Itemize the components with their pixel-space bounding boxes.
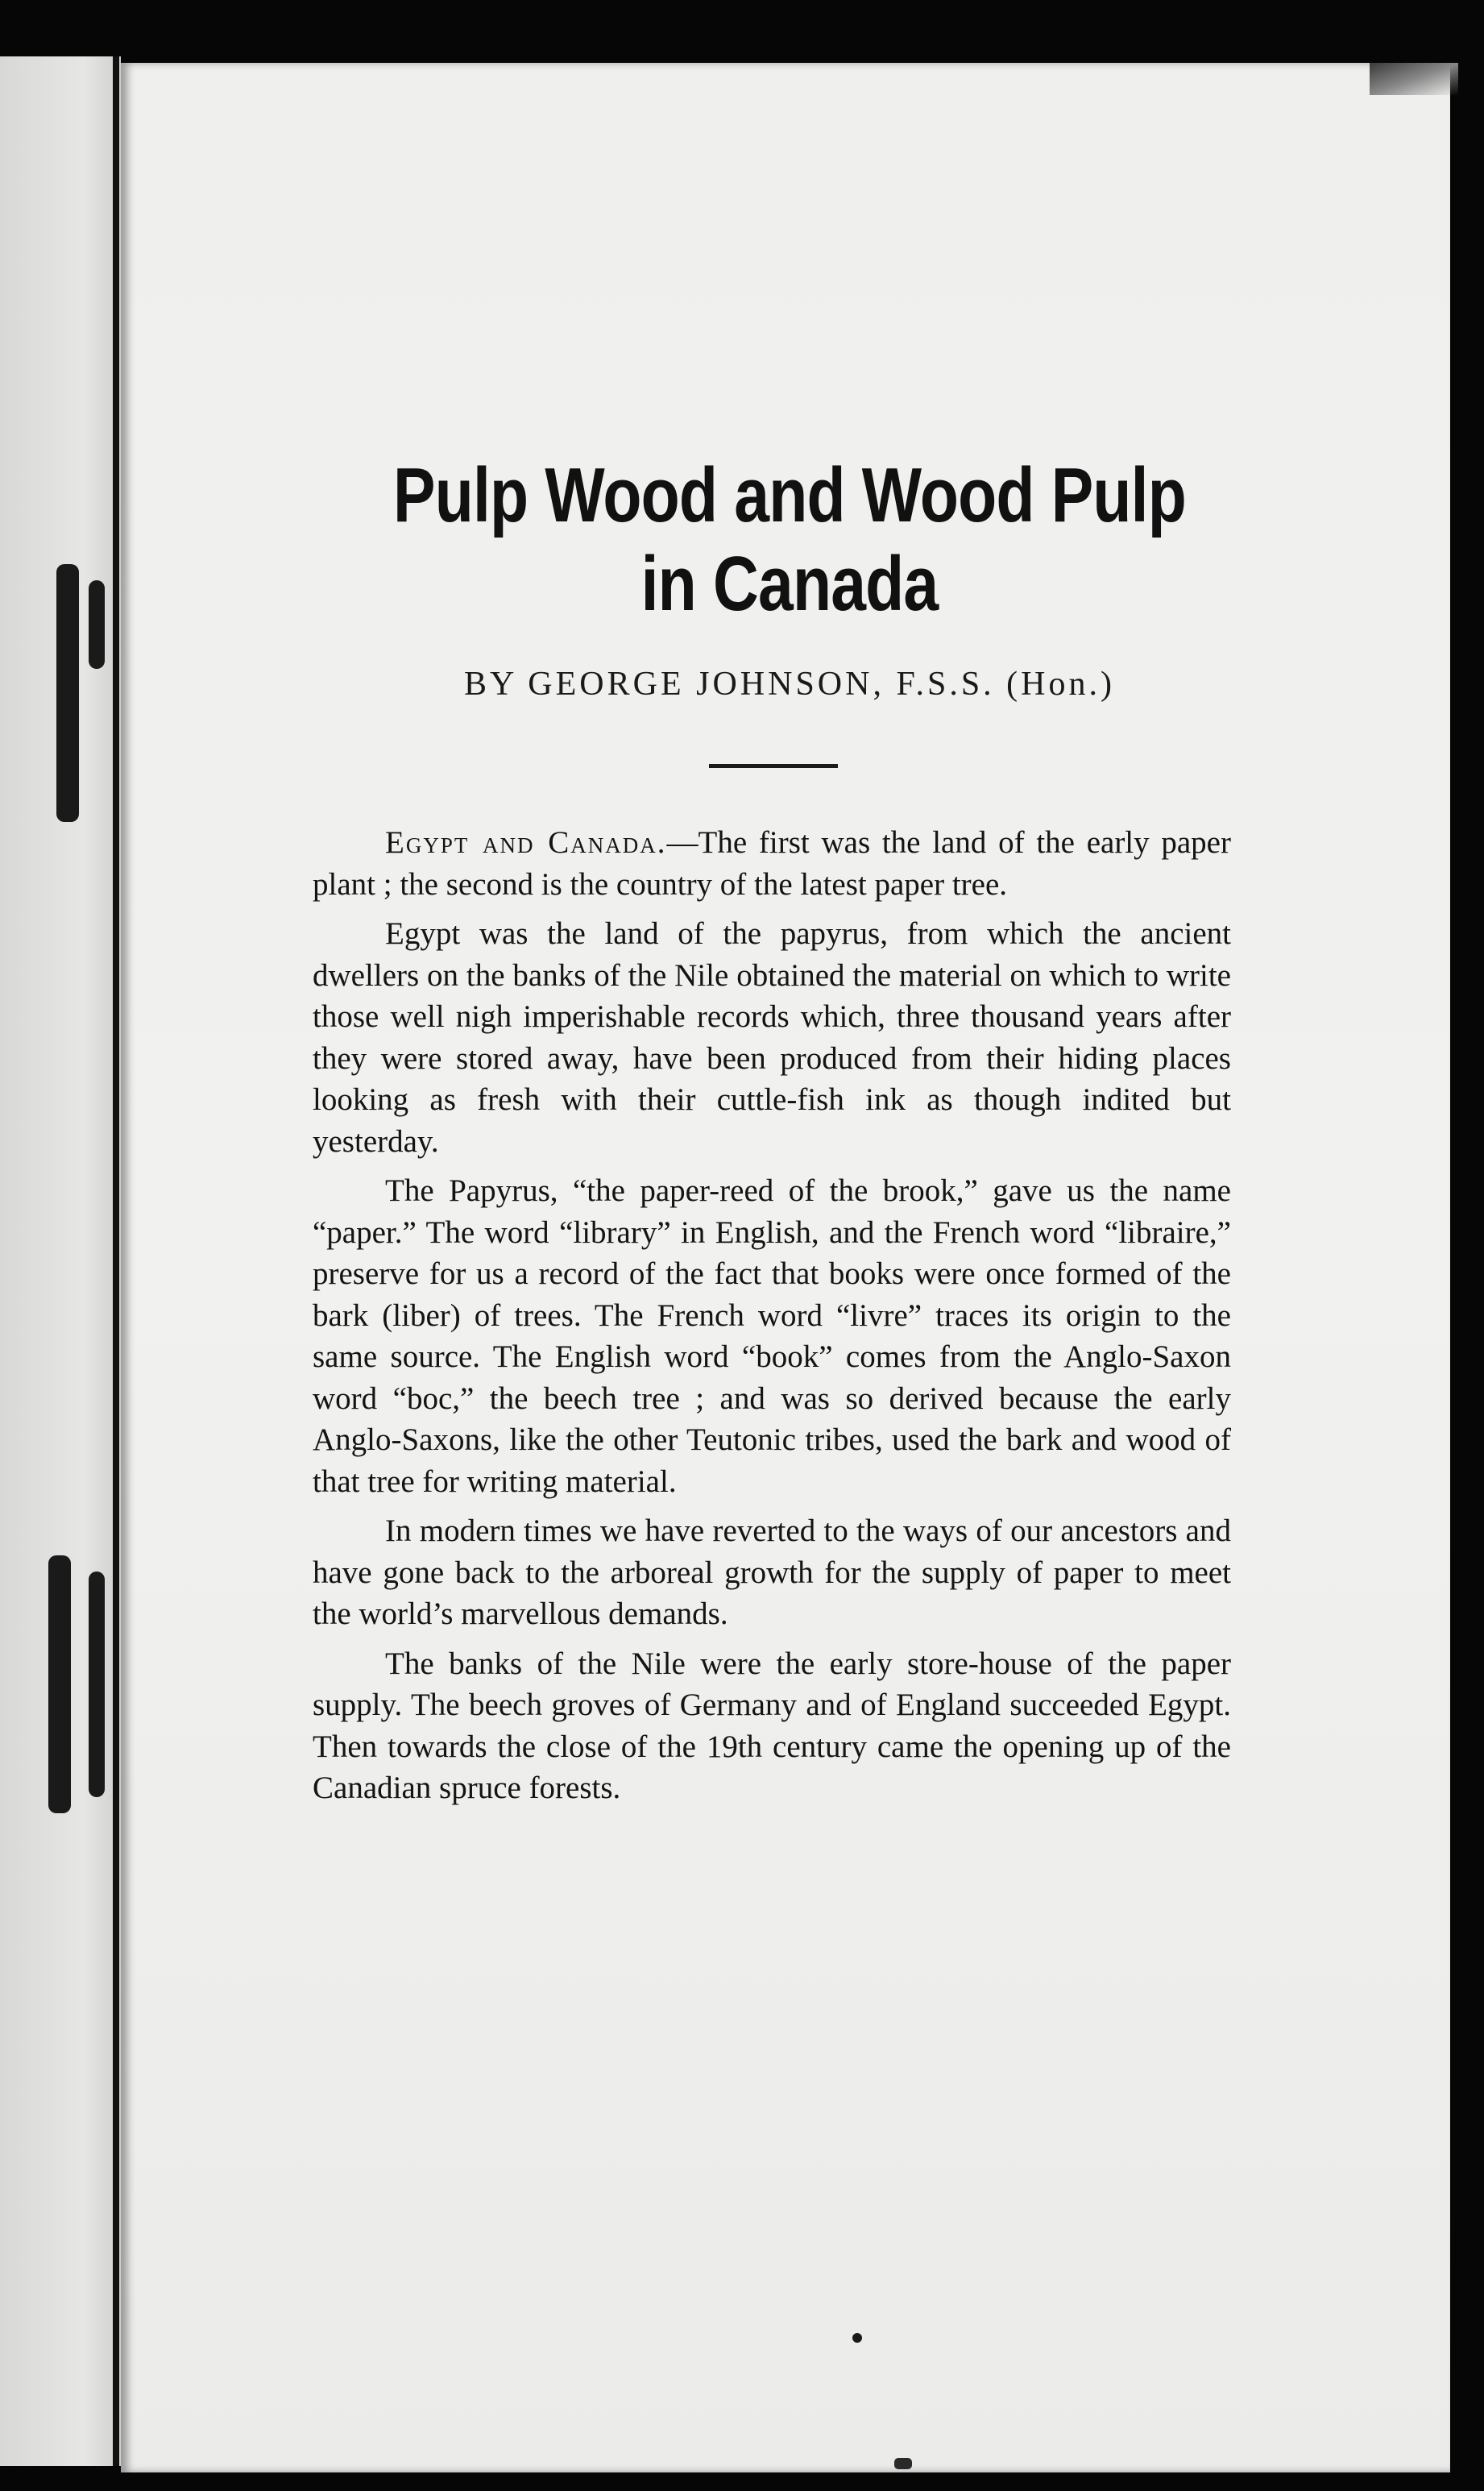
scan-mark: [894, 2458, 912, 2469]
title-line-2: in Canada: [640, 541, 939, 627]
binding-mark: [89, 580, 105, 669]
page-corner-shadow: [1370, 63, 1458, 95]
binding-mark: [89, 1571, 105, 1797]
paragraph: In modern times we have reverted to the ways of our ancestors and have gone back to the arboreal growth for the supply of paper to meet the world’s marvellous demands.: [313, 1513, 1231, 1631]
paragraph: The Papyrus, “the paper-reed of the brook,” gave us the name “paper.” The word “library” in English, and the French word “libraire,” preserve for us a record of the fact that books were once formed of the bark (liber) of trees. The French word “livre” traces its origin to the same source. The English word “book” comes from the Anglo-Saxon word “boc,” the beech tree ; and was so derived because the early Anglo-Saxons, like the other Teutonic tribes, used the bark and wood of that tree for writing material.: [313, 1173, 1231, 1499]
paragraph: The banks of the Nile were the early store-house of the paper supply. The beech groves of Germany and of England succeeded Egypt. Then towards the close of the 19th century came the opening up of the Canadian spruce forests.: [313, 1646, 1231, 1805]
paragraph: Egypt was the land of the papyrus, from which the ancient dwellers on the banks of the Nile obtained the material on which to write those well nigh imperishable records which, three thousand years after they were stored away, have been produced from their hiding places looking as fresh with their cuttle-fish ink as though indited but yesterday.: [313, 916, 1231, 1159]
binding-mark: [56, 564, 79, 822]
binding-mark: [48, 1555, 71, 1813]
page-dot: [852, 2333, 862, 2343]
paragraph-lead: Egypt and Canada.: [385, 825, 667, 860]
paragraph-text: —The first was the land of the early paper plant ; the second is the country of the latest paper tree.: [313, 825, 1231, 902]
title-line-1: Pulp Wood and Wood Pulp: [393, 452, 1186, 538]
article-body: [313, 822, 1231, 1817]
title-rule: [709, 764, 838, 768]
gutter-line: [113, 56, 119, 2466]
page-title: [393, 451, 1186, 629]
paragraph: [313, 822, 1231, 905]
facing-page-edge: [0, 56, 121, 2466]
author-byline: BY GEORGE JOHNSON, F.S.S. (Hon.): [464, 666, 1115, 703]
